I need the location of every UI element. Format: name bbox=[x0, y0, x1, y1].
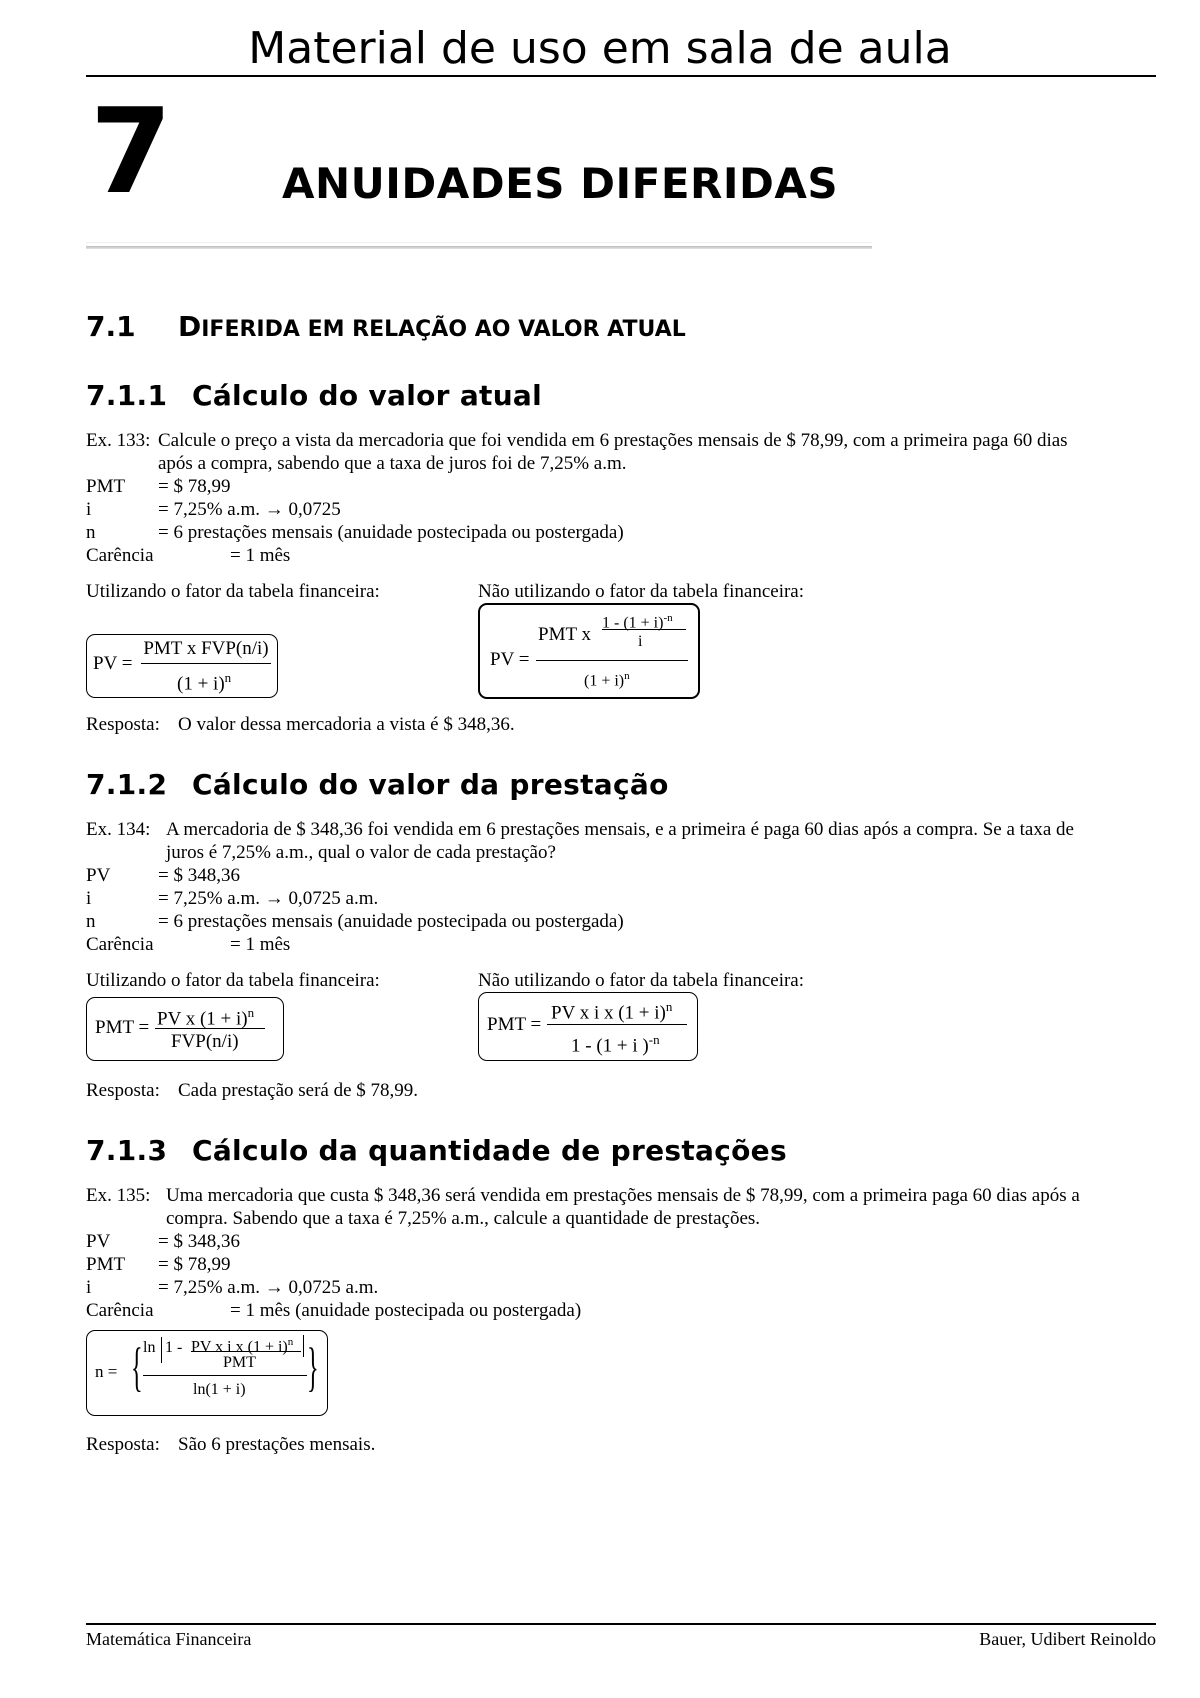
inner-numerator-exponent: n bbox=[287, 1336, 294, 1348]
formula-box bbox=[86, 997, 284, 1061]
subsection-number: 7.1.1 bbox=[86, 379, 168, 412]
variable-row bbox=[86, 498, 341, 521]
inner-numerator-exponent: -n bbox=[663, 612, 673, 624]
formula-numerator: PMT x FVP(n/i) bbox=[143, 638, 269, 659]
formula-box bbox=[478, 992, 698, 1061]
variable-row bbox=[86, 864, 240, 887]
variable-row bbox=[86, 1299, 581, 1322]
denominator-exponent: n bbox=[224, 670, 232, 685]
formula-denominator: ln(1 + i) bbox=[193, 1381, 246, 1398]
numerator-exponent: n bbox=[247, 1005, 255, 1020]
abs-bar-right bbox=[303, 1335, 304, 1357]
chapter-rule bbox=[86, 246, 872, 249]
variable-name: PMT bbox=[86, 476, 126, 497]
variable-value: = $ 78,99 bbox=[158, 1254, 231, 1275]
variable-value: = 6 prestações mensais (anuidade postecipada ou postergada) bbox=[158, 911, 624, 932]
variable-row bbox=[86, 475, 230, 498]
numerator-base: PV x (1 + i) bbox=[157, 1008, 248, 1030]
denominator-base: 1 - (1 + i ) bbox=[571, 1035, 649, 1057]
variable-value: = 1 mês (anuidade postecipada ou postergada) bbox=[230, 1300, 582, 1321]
example-text-line1: Uma mercadoria que custa $ 348,36 será vendida em prestações mensais de $ 78,99, com a primeira paga 60 dias após a bbox=[166, 1185, 1080, 1206]
inner-numerator-base: 1 - (1 + i) bbox=[602, 614, 664, 632]
formula-lhs: PV = bbox=[93, 653, 133, 674]
answer-text: São 6 prestações mensais. bbox=[178, 1434, 376, 1455]
formula-numerator bbox=[157, 1002, 254, 1030]
variable-row bbox=[86, 910, 624, 933]
formula-numerator bbox=[551, 996, 672, 1024]
formula-box bbox=[478, 603, 700, 699]
chapter-rule-light bbox=[86, 242, 872, 243]
variable-row bbox=[86, 1276, 378, 1299]
variable-name: PMT bbox=[86, 1254, 126, 1275]
variable-row bbox=[86, 521, 624, 544]
variable-value: = 1 mês bbox=[230, 934, 291, 955]
caption-without-table: Não utilizando o fator da tabela financeira: bbox=[478, 970, 805, 991]
answer-text: O valor dessa mercadoria a vista é $ 348,36. bbox=[178, 714, 515, 735]
example-text-line2: compra. Sabendo que a taxa é 7,25% a.m., calcule a quantidade de prestações. bbox=[166, 1208, 761, 1229]
example-label: Ex. 135: bbox=[86, 1185, 151, 1206]
formula-denominator bbox=[177, 667, 231, 695]
variable-value: = $ 348,36 bbox=[158, 1231, 240, 1252]
caption-with-table: Utilizando o fator da tabela financeira: bbox=[86, 970, 380, 991]
caption-without-table: Não utilizando o fator da tabela financeira: bbox=[478, 581, 805, 602]
formula-box bbox=[86, 634, 278, 698]
footer-rule bbox=[86, 1623, 1156, 1625]
ln-term: ln bbox=[143, 1339, 156, 1356]
variable-name: i bbox=[86, 499, 92, 520]
variable-name: Carência bbox=[86, 934, 154, 955]
variable-value: = $ 78,99 bbox=[158, 476, 231, 497]
inner-denominator: i bbox=[638, 633, 643, 650]
variable-name: n bbox=[86, 911, 96, 932]
subsection-heading-1 bbox=[86, 378, 542, 414]
denominator-base: (1 + i) bbox=[177, 673, 225, 695]
variable-value: = 7,25% a.m. → 0,0725 bbox=[158, 499, 341, 520]
inner-fraction-bar bbox=[602, 629, 686, 630]
subsection-title: Cálculo da quantidade de prestações bbox=[192, 1134, 787, 1167]
formula-lhs: n = bbox=[95, 1362, 118, 1381]
footer-left: Matemática Financeira bbox=[86, 1629, 252, 1649]
variable-value: = 7,25% a.m. → 0,0725 a.m. bbox=[158, 888, 379, 909]
caption-with-table: Utilizando o fator da tabela financeira: bbox=[86, 581, 380, 602]
subsection-heading-3 bbox=[86, 1133, 787, 1169]
example-label: Ex. 133: bbox=[86, 430, 151, 451]
chapter-number: 7 bbox=[90, 82, 173, 220]
footer-right: Bauer, Udibert Reinoldo bbox=[979, 1629, 1156, 1649]
example-text-line1: A mercadoria de $ 348,36 foi vendida em 6 prestações mensais, e a primeira é paga 60 dias após a compra. Se a taxa de bbox=[166, 819, 1074, 840]
fraction-bar bbox=[536, 660, 688, 661]
answer-label: Resposta: bbox=[86, 714, 160, 735]
variable-value: = 6 prestações mensais (anuidade postecipada ou postergada) bbox=[158, 522, 624, 543]
formula-denominator bbox=[571, 1029, 660, 1057]
numerator-exponent: n bbox=[665, 999, 673, 1014]
section-title-initial: D bbox=[178, 310, 202, 343]
section-title-rest: IFERIDA EM RELAÇÃO AO VALOR ATUAL bbox=[201, 317, 686, 342]
variable-name: PV bbox=[86, 865, 111, 886]
subsection-title: Cálculo do valor atual bbox=[192, 379, 543, 412]
variable-value: = 7,25% a.m. → 0,0725 a.m. bbox=[158, 1277, 379, 1298]
variable-value: = 1 mês bbox=[230, 545, 291, 566]
example-text-line2: juros é 7,25% a.m., qual o valor de cada prestação? bbox=[166, 842, 556, 863]
one-minus-term: 1 - bbox=[165, 1339, 183, 1356]
denominator-exponent: -n bbox=[648, 1032, 660, 1047]
variable-name: i bbox=[86, 1277, 92, 1298]
formula-denominator bbox=[584, 665, 630, 692]
formula-pmt-term: PMT x bbox=[538, 624, 591, 645]
answer-row bbox=[86, 1433, 375, 1456]
denominator-base: (1 + i) bbox=[584, 672, 625, 690]
fraction-bar bbox=[141, 663, 271, 664]
denominator-exponent: n bbox=[624, 670, 630, 682]
subsection-number: 7.1.2 bbox=[86, 768, 168, 801]
formula-box bbox=[86, 1330, 328, 1416]
example-text-line2: após a compra, sabendo que a taxa de juros foi de 7,25% a.m. bbox=[158, 453, 627, 474]
section-heading bbox=[86, 309, 686, 348]
subsection-number: 7.1.3 bbox=[86, 1134, 168, 1167]
formula-lhs: PV = bbox=[490, 649, 530, 670]
formula-denominator: FVP(n/i) bbox=[171, 1031, 239, 1052]
answer-row bbox=[86, 713, 515, 736]
variable-row bbox=[86, 1253, 230, 1276]
variable-name: Carência bbox=[86, 545, 154, 566]
fraction-bar bbox=[155, 1028, 265, 1029]
answer-label: Resposta: bbox=[86, 1434, 160, 1455]
chapter-title: ANUIDADES DIFERIDAS bbox=[282, 159, 839, 208]
variable-row bbox=[86, 933, 290, 956]
example-label: Ex. 134: bbox=[86, 819, 151, 840]
variable-name: Carência bbox=[86, 1300, 154, 1321]
subsection-heading-2 bbox=[86, 767, 669, 803]
variable-name: PV bbox=[86, 1231, 111, 1252]
answer-row bbox=[86, 1079, 418, 1102]
fraction-bar bbox=[547, 1024, 687, 1025]
numerator-base: PV x i x (1 + i) bbox=[551, 1002, 666, 1024]
answer-text: Cada prestação será de $ 78,99. bbox=[178, 1080, 419, 1101]
variable-row bbox=[86, 544, 290, 567]
variable-row bbox=[86, 887, 378, 910]
example-text-line1: Calcule o preço a vista da mercadoria que foi vendida em 6 prestações mensais de $ 78,99, com a primeira paga 60 dias bbox=[158, 430, 1068, 451]
fraction-bar bbox=[143, 1375, 307, 1376]
page-header-title: Material de uso em sala de aula bbox=[248, 23, 952, 74]
formula-lhs: PMT = bbox=[487, 1014, 542, 1035]
answer-label: Resposta: bbox=[86, 1080, 160, 1101]
inner-numerator-base: PV x i x (1 + i) bbox=[191, 1338, 288, 1356]
variable-name: n bbox=[86, 522, 96, 543]
variable-name: i bbox=[86, 888, 92, 909]
variable-value: = $ 348,36 bbox=[158, 865, 240, 886]
right-brace: } bbox=[307, 1337, 319, 1397]
formula-lhs: PMT = bbox=[95, 1017, 150, 1038]
variable-row bbox=[86, 1230, 240, 1253]
section-number: 7.1 bbox=[86, 310, 136, 343]
subsection-title: Cálculo do valor da prestação bbox=[192, 768, 669, 801]
abs-bar-left bbox=[161, 1337, 162, 1363]
inner-denominator: PMT bbox=[223, 1354, 256, 1371]
left-brace: { bbox=[131, 1337, 143, 1397]
header-rule bbox=[86, 75, 1156, 77]
